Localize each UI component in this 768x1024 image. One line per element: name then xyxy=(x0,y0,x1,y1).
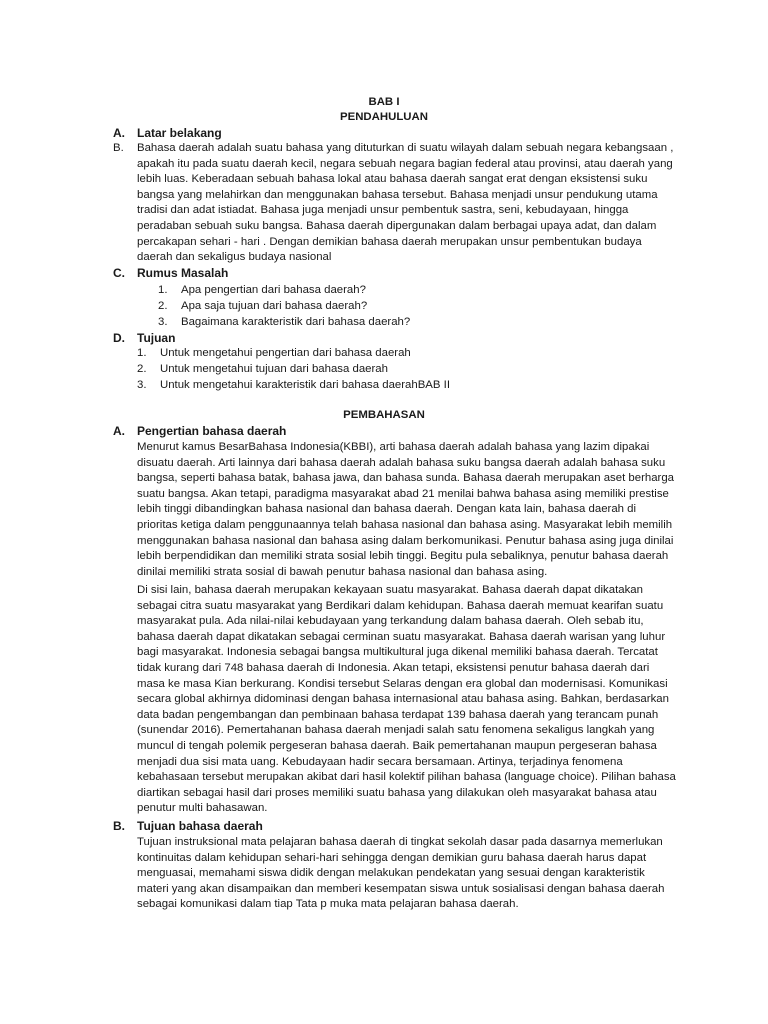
list-number: 1. xyxy=(137,347,147,359)
list-text: Bagaimana karakteristik dari bahasa daerah? xyxy=(181,315,411,328)
list-number: 1. xyxy=(158,284,168,296)
list-text: Untuk mengetahui tujuan dari bahasa daerah xyxy=(160,362,388,375)
section-2b-paragraph: Tujuan instruksional mata pelajaran bahasa daerah di tingkat sekolah dasar pada dasarnya memerlukan kontinuitas dalam kehidupan sehari-hari sehingga dengan demikian guru bahasa daerah harus dapat menguasai, memahami siswa didik dengan melakukan pendekatan yang sesuai dengan karakteristik materi yang akan disampaikan dan memberi kesempatan siswa untuk sosialisasi dengan bahasa daerah sebagai komunikasi dalam tiap Tata p muka mata pelajaran bahasa daerah. xyxy=(137,836,665,911)
list-item xyxy=(137,378,450,394)
chapter-title: BAB I xyxy=(368,96,400,108)
list-number: 3. xyxy=(158,315,168,328)
list-number: 2. xyxy=(137,362,147,375)
list-item xyxy=(158,315,410,331)
chapter-subtitle: PENDAHULUAN xyxy=(340,111,428,123)
list-number: 2. xyxy=(158,299,168,312)
list-text: Untuk mengetahui karakteristik dari bahasa daerahBAB II xyxy=(160,378,450,391)
section-title: Rumus Masalah xyxy=(137,266,229,280)
section-title: Tujuan bahasa daerah xyxy=(137,819,263,833)
goal-list xyxy=(137,346,450,393)
chapter-2-title: PEMBAHASAN xyxy=(343,409,425,421)
list-text: Apa saja tujuan dari bahasa daerah? xyxy=(181,299,368,312)
list-text: Untuk mengetahui pengertian dari bahasa daerah xyxy=(160,347,411,359)
section-2b-heading xyxy=(113,819,263,834)
section-2a-heading xyxy=(113,424,286,439)
section-title: Latar belakang xyxy=(137,126,222,140)
section-marker: A. xyxy=(113,424,125,438)
section-c-heading xyxy=(113,266,228,281)
list-item xyxy=(137,346,450,362)
section-b-marker: B. xyxy=(113,142,124,154)
section-d-heading xyxy=(113,331,175,346)
section-marker: B. xyxy=(113,819,125,833)
section-marker: A. xyxy=(113,126,125,140)
list-item xyxy=(158,299,410,315)
list-item xyxy=(158,283,410,299)
section-2a-paragraph-2: Di sisi lain, bahasa daerah merupakan kekayaan suatu masyarakat. Bahasa daerah dapat dikatakan sebagai citra suatu masyarakat yang Berdikari dalam kehidupan. Bahasa daerah memuat kearifan suatu masyarakat pula. Ada nilai-nilai kebudayaan yang terkandung dalam bahasa daerah. Oleh sebab itu, bahasa daerah dapat dikatakan sebagai cerminan suatu masyarakat. Bahasa daerah warisan yang luhur bagi masyarakat. Indonesia sebagai bangsa multikultural juga dikenal memiliki bahasa daerah. Tercatat tidak kurang dari 748 bahasa daerah di Indonesia. Akan tetapi, eksistensi penutur bahasa daerah dari masa ke masa Kian berkurang. Kondisi tersebut Selaras dengan era global dan modernisasi. Komunikasi secara global akhirnya didominasi dengan bahasa internasional atau bahasa asing. Bahkan, berdasarkan data badan pengembangan dan pembinaan bahasa terdapat 139 bahasa daerah yang terancam punah (sunendar 2016). Pemertahanan bahasa daerah menjadi salah satu fenomena sekaligus langkah yang muncul di tengah polemik pergeseran bahasa daerah. Baik pemertahanan maupun pergeseran bahasa menjadi dua sisi mata uang. Kebudayaan hadir secara bersamaan. Artinya, terjadinya fenomena kebahasaan tersebut merupakan akibat dari hasil kolektif pilihan bahasa (language choice). Pilihan bahasa diartikan sebagai hasil dari proses memiliki suatu bahasa yang dilakukan oleh masyarakat bahasa atau penutur multi bahasawan. xyxy=(137,584,676,815)
section-b-paragraph: Bahasa daerah adalah suatu bahasa yang dituturkan di suatu wilayah dalam sebuah negara kebangsaan , apakah itu pada suatu daerah kecil, negara sebuah negara bagian federal atau provinsi, atau daerah yang lebih luas. Keberadaan sebuah bahasa lokal atau bahasa daerah sangat erat dengan eksistensi suku bangsa yang melahirkan dan menggunakan bahasa tersebut. Bahasa menjadi unsur pendukung utama tradisi dan adat istiadat. Bahasa juga menjadi unsur pembentuk sastra, seni, kebudayaan, hingga peradaban sebuah suku bangsa. Bahasa daerah dipergunakan dalam berbagai upaya adat, dan dalam percakapan sehari - hari . Dengan demikian bahasa daerah merupakan unsur pembentukan budaya daerah dan sekaligus budaya nasional xyxy=(137,142,674,264)
list-number: 3. xyxy=(137,378,147,391)
section-title: Pengertian bahasa daerah xyxy=(137,424,287,438)
list-text: Apa pengertian dari bahasa daerah? xyxy=(181,284,366,296)
list-item xyxy=(137,362,450,378)
section-marker: C. xyxy=(113,266,125,280)
section-a-heading xyxy=(113,126,222,141)
section-2a-paragraph-1: Menurut kamus BesarBahasa Indonesia(KBBI), arti bahasa daerah adalah bahasa yang lazim dipakai disuatu daerah. Arti lainnya dari bahasa daerah adalah bahasa suku bangsa daerah adalah bahasa suku bangsa, seperti bahasa batak, bahasa jawa, dan bahasa sunda. Bahasa daerah merupakan aset berharga suatu bangsa. Akan tetapi, paradigma masyarakat abad 21 menilai bahwa bahasa asing memiliki prestise lebih tinggi dibandingkan bahasa nasional dan bahasa daerah. Dengan kata lain, bahasa daerah di prioritas ketiga dalam penggunaannya telah bahasa nasional dan bahasa asing. Masyarakat lebih memilih menggunakan bahasa nasional dan bahasa asing dalam berkomunikasi. Penutur bahasa asing juga dinilai lebih berpendidikan dan memiliki strata sosial lebih tinggi. Begitu pula sebaliknya, penutur bahasa daerah dinilai memiliki strata sosial di bawah penutur bahasa nasional dan bahasa asing. xyxy=(137,441,675,578)
section-marker: D. xyxy=(113,331,125,345)
problem-list xyxy=(158,283,410,330)
section-title: Tujuan xyxy=(137,331,176,345)
